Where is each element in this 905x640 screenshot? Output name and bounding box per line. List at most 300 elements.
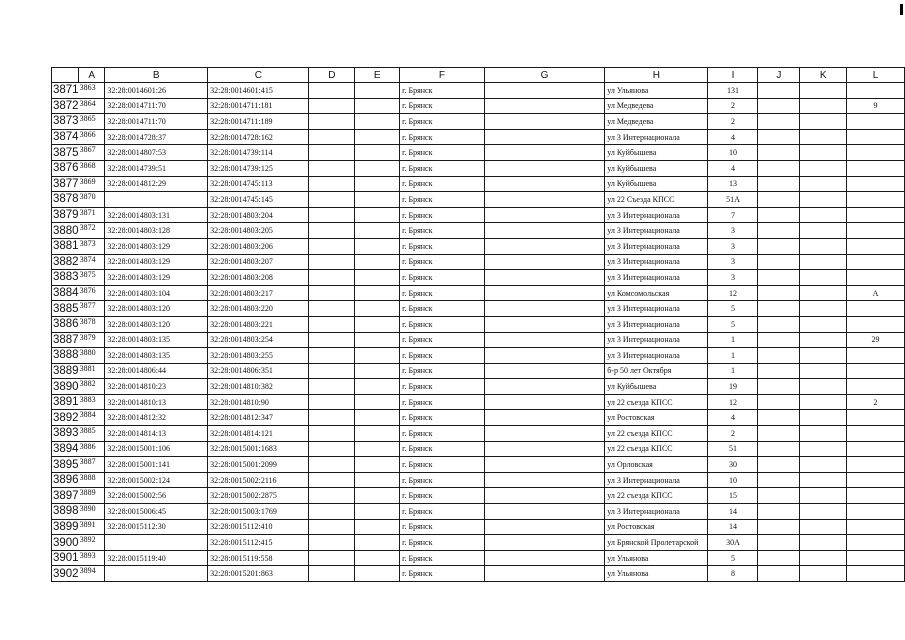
cell-l[interactable] [847,270,905,286]
cell-b[interactable]: 32:28:0015112:30 [105,519,208,535]
column-header[interactable]: A [79,68,105,83]
cell-a[interactable]: 3875 [79,270,105,286]
cell-h[interactable]: ул 3 Интернационала [605,504,708,520]
cell-a[interactable]: 3864 [79,98,105,114]
cell-e[interactable] [355,145,400,161]
cell-a[interactable]: 3881 [79,363,105,379]
cell-b[interactable]: 32:28:0015119:40 [105,550,208,566]
cell-j[interactable] [758,114,800,130]
cell-c[interactable]: 32:28:0014601:415 [208,83,309,99]
cell-j[interactable] [758,457,800,473]
cell-b[interactable]: 32:28:0015002:56 [105,488,208,504]
cell-l[interactable] [847,457,905,473]
cell-l[interactable] [847,114,905,130]
cell-e[interactable] [355,316,400,332]
cell-l[interactable] [847,441,905,457]
cell-b[interactable] [105,192,208,208]
cell-l[interactable] [847,348,905,364]
cell-b[interactable]: 32:28:0015001:106 [105,441,208,457]
cell-f[interactable]: г. Брянск [400,410,485,426]
cell-b[interactable]: 32:28:0014601:26 [105,83,208,99]
cell-k[interactable] [800,566,847,582]
cell-k[interactable] [800,394,847,410]
cell-d[interactable] [309,285,355,301]
cell-i[interactable]: 4 [708,129,758,145]
cell-a[interactable]: 3878 [79,316,105,332]
cell-h[interactable]: ул Ульянова [605,83,708,99]
cell-g[interactable] [484,348,605,364]
cell-g[interactable] [484,223,605,239]
cell-l[interactable] [847,550,905,566]
cell-a[interactable]: 3888 [79,472,105,488]
cell-j[interactable] [758,441,800,457]
cell-l[interactable] [847,145,905,161]
cell-b[interactable]: 32:28:0014711:70 [105,114,208,130]
cell-b[interactable]: 32:28:0014814:13 [105,426,208,442]
cell-i[interactable]: 7 [708,207,758,223]
cell-i[interactable]: 30А [708,535,758,551]
cell-l[interactable] [847,254,905,270]
cell-i[interactable]: 5 [708,316,758,332]
cell-b[interactable]: 32:28:0015002:124 [105,472,208,488]
cell-c[interactable]: 32:28:0014745:145 [208,192,309,208]
cell-c[interactable]: 32:28:0014803:254 [208,332,309,348]
cell-d[interactable] [309,176,355,192]
cell-g[interactable] [484,83,605,99]
cell-a[interactable]: 3874 [79,254,105,270]
cell-k[interactable] [800,363,847,379]
cell-c[interactable]: 32:28:0015201:863 [208,566,309,582]
cell-a[interactable]: 3865 [79,114,105,130]
cell-g[interactable] [484,145,605,161]
cell-b[interactable] [105,535,208,551]
cell-e[interactable] [355,192,400,208]
cell-c[interactable]: 32:28:0014711:181 [208,98,309,114]
cell-g[interactable] [484,488,605,504]
cell-l[interactable] [847,426,905,442]
cell-h[interactable]: ул Медведева [605,114,708,130]
cell-i[interactable]: 13 [708,176,758,192]
cell-e[interactable] [355,410,400,426]
cell-k[interactable] [800,207,847,223]
cell-i[interactable]: 3 [708,254,758,270]
cell-c[interactable]: 32:28:0015112:410 [208,519,309,535]
column-header[interactable]: H [605,68,708,83]
column-header[interactable]: G [484,68,605,83]
cell-b[interactable]: 32:28:0015001:141 [105,457,208,473]
cell-l[interactable] [847,566,905,582]
cell-e[interactable] [355,129,400,145]
cell-j[interactable] [758,394,800,410]
cell-e[interactable] [355,98,400,114]
cell-e[interactable] [355,223,400,239]
cell-d[interactable] [309,316,355,332]
cell-g[interactable] [484,129,605,145]
cell-b[interactable]: 32:28:0014803:129 [105,270,208,286]
cell-d[interactable] [309,192,355,208]
cell-i[interactable]: 5 [708,550,758,566]
cell-d[interactable] [309,301,355,317]
cell-a[interactable]: 3879 [79,332,105,348]
cell-e[interactable] [355,238,400,254]
cell-a[interactable]: 3882 [79,379,105,395]
cell-g[interactable] [484,535,605,551]
cell-a[interactable]: 3886 [79,441,105,457]
cell-f[interactable]: г. Брянск [400,254,485,270]
cell-d[interactable] [309,83,355,99]
column-header[interactable]: E [355,68,400,83]
cell-b[interactable]: 32:28:0014803:120 [105,301,208,317]
cell-a[interactable]: 3873 [79,238,105,254]
cell-d[interactable] [309,504,355,520]
cell-e[interactable] [355,285,400,301]
cell-f[interactable]: г. Брянск [400,379,485,395]
cell-f[interactable]: г. Брянск [400,457,485,473]
cell-l[interactable] [847,223,905,239]
cell-j[interactable] [758,426,800,442]
cell-l[interactable] [847,83,905,99]
cell-h[interactable]: ул Ростовская [605,519,708,535]
cell-k[interactable] [800,176,847,192]
cell-l[interactable] [847,379,905,395]
cell-e[interactable] [355,504,400,520]
cell-a[interactable]: 3872 [79,223,105,239]
cell-f[interactable]: г. Брянск [400,504,485,520]
cell-e[interactable] [355,207,400,223]
cell-k[interactable] [800,238,847,254]
cell-a[interactable]: 3883 [79,394,105,410]
cell-i[interactable]: 2 [708,114,758,130]
cell-i[interactable]: 10 [708,145,758,161]
cell-k[interactable] [800,270,847,286]
cell-k[interactable] [800,192,847,208]
cell-a[interactable]: 3887 [79,457,105,473]
cell-i[interactable]: 4 [708,410,758,426]
cell-b[interactable]: 32:28:0014806:44 [105,363,208,379]
cell-j[interactable] [758,550,800,566]
cell-j[interactable] [758,410,800,426]
cell-j[interactable] [758,83,800,99]
cell-d[interactable] [309,270,355,286]
cell-g[interactable] [484,285,605,301]
cell-l[interactable] [847,301,905,317]
cell-d[interactable] [309,488,355,504]
cell-k[interactable] [800,379,847,395]
cell-d[interactable] [309,98,355,114]
cell-h[interactable]: ул 3 Интернационала [605,332,708,348]
cell-e[interactable] [355,270,400,286]
cell-g[interactable] [484,254,605,270]
column-header[interactable]: C [208,68,309,83]
cell-g[interactable] [484,394,605,410]
cell-a[interactable]: 3884 [79,410,105,426]
cell-b[interactable] [105,566,208,582]
cell-b[interactable]: 32:28:0014810:23 [105,379,208,395]
cell-c[interactable]: 32:28:0014814:121 [208,426,309,442]
cell-l[interactable] [847,535,905,551]
cell-a[interactable]: 3870 [79,192,105,208]
cell-e[interactable] [355,114,400,130]
cell-d[interactable] [309,207,355,223]
cell-g[interactable] [484,519,605,535]
cell-a[interactable]: 3869 [79,176,105,192]
cell-g[interactable] [484,457,605,473]
cell-i[interactable]: 51А [708,192,758,208]
cell-h[interactable]: ул 3 Интернационала [605,270,708,286]
cell-j[interactable] [758,160,800,176]
cell-a[interactable]: 3866 [79,129,105,145]
cell-g[interactable] [484,504,605,520]
cell-f[interactable]: г. Брянск [400,160,485,176]
cell-c[interactable]: 32:28:0015001:2099 [208,457,309,473]
cell-k[interactable] [800,472,847,488]
cell-l[interactable] [847,519,905,535]
cell-c[interactable]: 32:28:0014739:125 [208,160,309,176]
cell-k[interactable] [800,441,847,457]
cell-f[interactable]: г. Брянск [400,176,485,192]
cell-j[interactable] [758,285,800,301]
cell-c[interactable]: 32:28:0014803:207 [208,254,309,270]
cell-d[interactable] [309,114,355,130]
column-header[interactable]: J [758,68,800,83]
cell-b[interactable]: 32:28:0014803:104 [105,285,208,301]
cell-f[interactable]: г. Брянск [400,363,485,379]
cell-e[interactable] [355,160,400,176]
cell-b[interactable]: 32:28:0014711:70 [105,98,208,114]
cell-f[interactable]: г. Брянск [400,207,485,223]
cell-a[interactable]: 3867 [79,145,105,161]
cell-a[interactable]: 3863 [79,83,105,99]
cell-f[interactable]: г. Брянск [400,426,485,442]
cell-j[interactable] [758,301,800,317]
cell-d[interactable] [309,145,355,161]
cell-f[interactable]: г. Брянск [400,535,485,551]
cell-d[interactable] [309,535,355,551]
cell-b[interactable]: 32:28:0014803:128 [105,223,208,239]
cell-b[interactable]: 32:28:0014812:32 [105,410,208,426]
cell-c[interactable]: 32:28:0014745:113 [208,176,309,192]
column-header[interactable]: L [847,68,905,83]
cell-e[interactable] [355,457,400,473]
cell-i[interactable]: 30 [708,457,758,473]
cell-k[interactable] [800,98,847,114]
cell-g[interactable] [484,410,605,426]
cell-a[interactable]: 3871 [79,207,105,223]
cell-j[interactable] [758,270,800,286]
cell-e[interactable] [355,426,400,442]
cell-k[interactable] [800,332,847,348]
cell-k[interactable] [800,114,847,130]
cell-e[interactable] [355,332,400,348]
cell-k[interactable] [800,254,847,270]
cell-c[interactable]: 32:28:0014803:204 [208,207,309,223]
cell-f[interactable]: г. Брянск [400,550,485,566]
cell-k[interactable] [800,410,847,426]
cell-b[interactable]: 32:28:0014739:51 [105,160,208,176]
cell-c[interactable]: 32:28:0015002:2875 [208,488,309,504]
cell-j[interactable] [758,488,800,504]
cell-d[interactable] [309,379,355,395]
cell-i[interactable]: 1 [708,363,758,379]
cell-k[interactable] [800,535,847,551]
cell-g[interactable] [484,379,605,395]
cell-l[interactable] [847,160,905,176]
cell-b[interactable]: 32:28:0014728:37 [105,129,208,145]
cell-g[interactable] [484,363,605,379]
column-header[interactable]: D [309,68,355,83]
cell-l[interactable] [847,488,905,504]
cell-i[interactable]: 3 [708,223,758,239]
cell-f[interactable]: г. Брянск [400,145,485,161]
cell-d[interactable] [309,426,355,442]
cell-g[interactable] [484,441,605,457]
cell-c[interactable]: 32:28:0015112:415 [208,535,309,551]
cell-a[interactable]: 3893 [79,550,105,566]
cell-i[interactable]: 1 [708,348,758,364]
cell-h[interactable]: ул 3 Интернационала [605,129,708,145]
cell-f[interactable]: г. Брянск [400,394,485,410]
cell-g[interactable] [484,192,605,208]
cell-d[interactable] [309,332,355,348]
cell-j[interactable] [758,332,800,348]
cell-h[interactable]: ул 3 Интернационала [605,348,708,364]
cell-f[interactable]: г. Брянск [400,301,485,317]
cell-l[interactable] [847,504,905,520]
cell-i[interactable]: 2 [708,426,758,442]
cell-g[interactable] [484,176,605,192]
cell-k[interactable] [800,488,847,504]
cell-j[interactable] [758,472,800,488]
cell-l[interactable]: 9 [847,98,905,114]
column-header[interactable]: K [800,68,847,83]
cell-l[interactable] [847,472,905,488]
cell-f[interactable]: г. Брянск [400,285,485,301]
cell-g[interactable] [484,160,605,176]
cell-k[interactable] [800,160,847,176]
cell-e[interactable] [355,379,400,395]
cell-e[interactable] [355,176,400,192]
cell-i[interactable]: 8 [708,566,758,582]
cell-d[interactable] [309,223,355,239]
cell-l[interactable]: 2 [847,394,905,410]
cell-k[interactable] [800,301,847,317]
cell-i[interactable]: 3 [708,238,758,254]
cell-h[interactable]: ул 3 Интернационала [605,472,708,488]
cell-h[interactable]: ул 22 съезда КПСС [605,488,708,504]
cell-c[interactable]: 32:28:0014803:217 [208,285,309,301]
cell-i[interactable]: 12 [708,285,758,301]
cell-c[interactable]: 32:28:0014803:208 [208,270,309,286]
cell-c[interactable]: 32:28:0014806:351 [208,363,309,379]
cell-i[interactable]: 4 [708,160,758,176]
cell-c[interactable]: 32:28:0014711:189 [208,114,309,130]
cell-b[interactable]: 32:28:0014803:129 [105,238,208,254]
cell-k[interactable] [800,145,847,161]
cell-c[interactable]: 32:28:0014728:162 [208,129,309,145]
cell-g[interactable] [484,332,605,348]
cell-k[interactable] [800,519,847,535]
cell-a[interactable]: 3876 [79,285,105,301]
cell-b[interactable]: 32:28:0014803:135 [105,332,208,348]
cell-i[interactable]: 51 [708,441,758,457]
cell-d[interactable] [309,348,355,364]
cell-c[interactable]: 32:28:0014803:205 [208,223,309,239]
cell-d[interactable] [309,472,355,488]
cell-h[interactable]: ул Ростовская [605,410,708,426]
cell-l[interactable] [847,129,905,145]
cell-f[interactable]: г. Брянск [400,332,485,348]
cell-l[interactable] [847,316,905,332]
cell-c[interactable]: 32:28:0014739:114 [208,145,309,161]
cell-i[interactable]: 5 [708,301,758,317]
cell-h[interactable]: ул 22 съезда КПСС [605,441,708,457]
cell-g[interactable] [484,472,605,488]
cell-k[interactable] [800,504,847,520]
cell-c[interactable]: 32:28:0014812:347 [208,410,309,426]
cell-h[interactable]: ул Орловская [605,457,708,473]
cell-h[interactable]: ул Ульянова [605,550,708,566]
cell-i[interactable]: 12 [708,394,758,410]
cell-h[interactable]: ул 22 съезда КПСС [605,394,708,410]
cell-j[interactable] [758,145,800,161]
cell-g[interactable] [484,426,605,442]
column-header[interactable]: B [105,68,208,83]
cell-d[interactable] [309,160,355,176]
cell-c[interactable]: 32:28:0014810:382 [208,379,309,395]
cell-l[interactable]: А [847,285,905,301]
cell-g[interactable] [484,238,605,254]
cell-h[interactable]: ул Медведева [605,98,708,114]
cell-c[interactable]: 32:28:0014803:255 [208,348,309,364]
cell-e[interactable] [355,363,400,379]
cell-d[interactable] [309,363,355,379]
cell-e[interactable] [355,83,400,99]
cell-d[interactable] [309,550,355,566]
cell-k[interactable] [800,129,847,145]
cell-j[interactable] [758,519,800,535]
cell-d[interactable] [309,129,355,145]
cell-j[interactable] [758,254,800,270]
cell-g[interactable] [484,114,605,130]
cell-h[interactable]: ул Куйбышева [605,160,708,176]
cell-f[interactable]: г. Брянск [400,519,485,535]
cell-f[interactable]: г. Брянск [400,270,485,286]
cell-i[interactable]: 14 [708,504,758,520]
cell-d[interactable] [309,441,355,457]
cell-e[interactable] [355,519,400,535]
cell-d[interactable] [309,457,355,473]
cell-j[interactable] [758,566,800,582]
cell-h[interactable]: ул Куйбышева [605,176,708,192]
cell-b[interactable]: 32:28:0014803:129 [105,254,208,270]
cell-i[interactable]: 1 [708,332,758,348]
cell-k[interactable] [800,316,847,332]
cell-i[interactable]: 3 [708,270,758,286]
cell-f[interactable]: г. Брянск [400,83,485,99]
cell-c[interactable]: 32:28:0014803:221 [208,316,309,332]
cell-e[interactable] [355,550,400,566]
cell-h[interactable]: ул 3 Интернационала [605,207,708,223]
cell-k[interactable] [800,348,847,364]
cell-e[interactable] [355,348,400,364]
cell-h[interactable]: ул Куйбышева [605,145,708,161]
cell-f[interactable]: г. Брянск [400,98,485,114]
cell-f[interactable]: г. Брянск [400,192,485,208]
cell-j[interactable] [758,192,800,208]
cell-f[interactable]: г. Брянск [400,472,485,488]
cell-h[interactable]: ул 22 съезда КПСС [605,426,708,442]
cell-k[interactable] [800,550,847,566]
